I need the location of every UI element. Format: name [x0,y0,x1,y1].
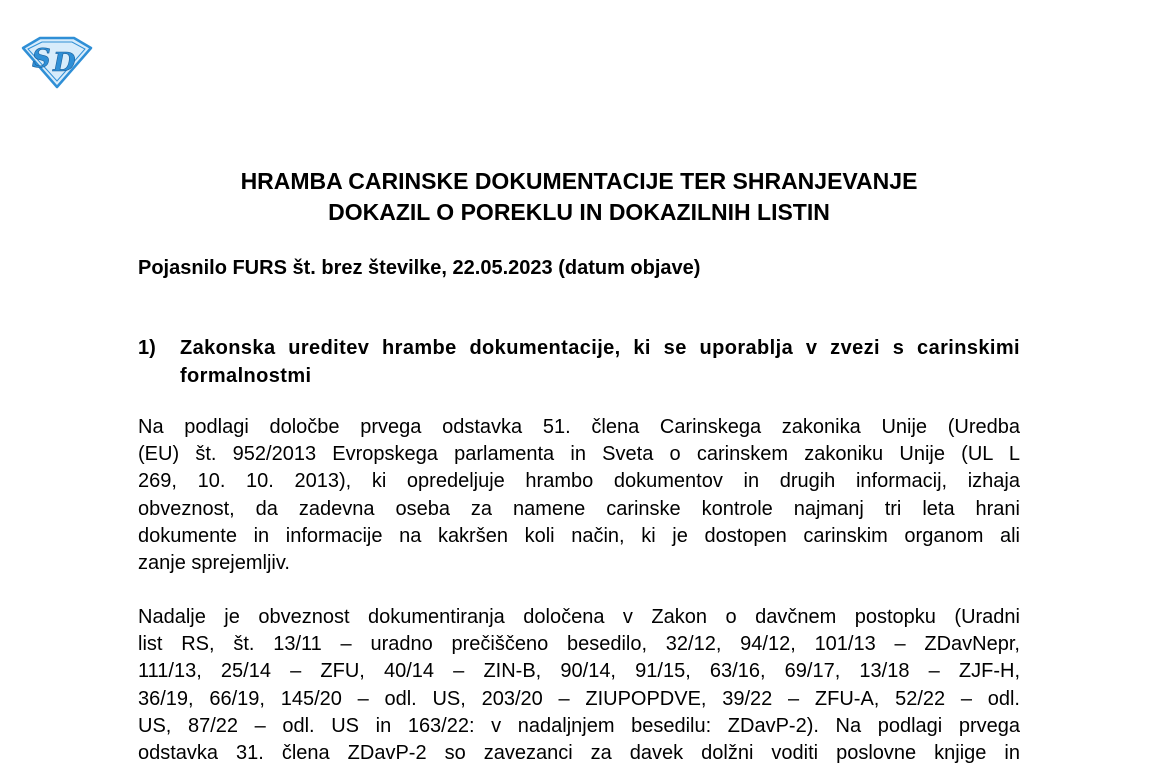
sd-shield-logo-icon [20,34,94,90]
paragraph-line: zanje sprejemljiv. [138,552,290,575]
section-heading [138,334,1020,390]
paragraph-line: Na podlagi določbe prvega odstavka 51. člena Carinskega zakonika Unije (Uredba [138,416,1020,438]
paragraph-line: 111/13, 25/14 – ZFU, 40/14 – ZIN-B, 90/14, 91/15, 63/16, 69/17, 13/18 – ZJF-H, [138,660,1020,683]
paragraph-line: obveznost, da zadevna oseba za namene carinske kontrole najmanj tri leta hrani [138,497,1020,520]
document-title [138,166,1020,228]
document-title-line: DOKAZIL O POREKLU IN DOKAZILNIH LISTIN [328,199,830,225]
paragraph-line: list RS, št. 13/11 – uradno prečiščeno besedilo, 32/12, 94/12, 101/13 – ZDavNepr, [138,633,1020,656]
paragraph-line: odstavka 31. člena ZDavP-2 so zavezanci za davek dolžni voditi poslovne knjige in [138,742,1020,765]
document-title-line: HRAMBA CARINSKE DOKUMENTACIJE TER SHRANJEVANJE [240,168,918,194]
paragraph-1 [138,414,1020,577]
paragraph-line: dokumente in informacije na kakršen koli način, ki je dostopen carinskim organom ali [138,524,1020,547]
paragraph-line: 269, 10. 10. 2013), ki opredeljuje hrambo dokumentov in drugih informacij, izhaja [138,470,1020,493]
section-heading-text: Zakonska ureditev hrambe dokumentacije, ki se uporablja v zvezi s carinskimi formalnostmi [180,337,1020,387]
paragraph-line: US, 87/22 – odl. US in 163/22: v nadaljnjem besedilu: ZDavP-2). Na podlagi prvega [138,714,1020,737]
section-number: 1) [138,337,156,359]
svg-text:D: D [53,48,76,78]
paragraph-2 [138,604,1020,767]
paragraph-line: (EU) št. 952/2013 Evropskega parlamenta in Sveta o carinskem zakoniku Unije (UL L [138,443,1020,466]
paragraph-line: 36/19, 66/19, 145/20 – odl. US, 203/20 – ZIUPOPDVE, 39/22 – ZFU-A, 52/22 – odl. [138,687,1020,710]
svg-text:S: S [32,44,51,74]
paragraph-line: Nadalje je obveznost dokumentiranja določena v Zakon o davčnem postopku (Uradni [138,606,1020,628]
document-subtitle: Pojasnilo FURS št. brez številke, 22.05.2023 (datum objave) [138,257,701,279]
